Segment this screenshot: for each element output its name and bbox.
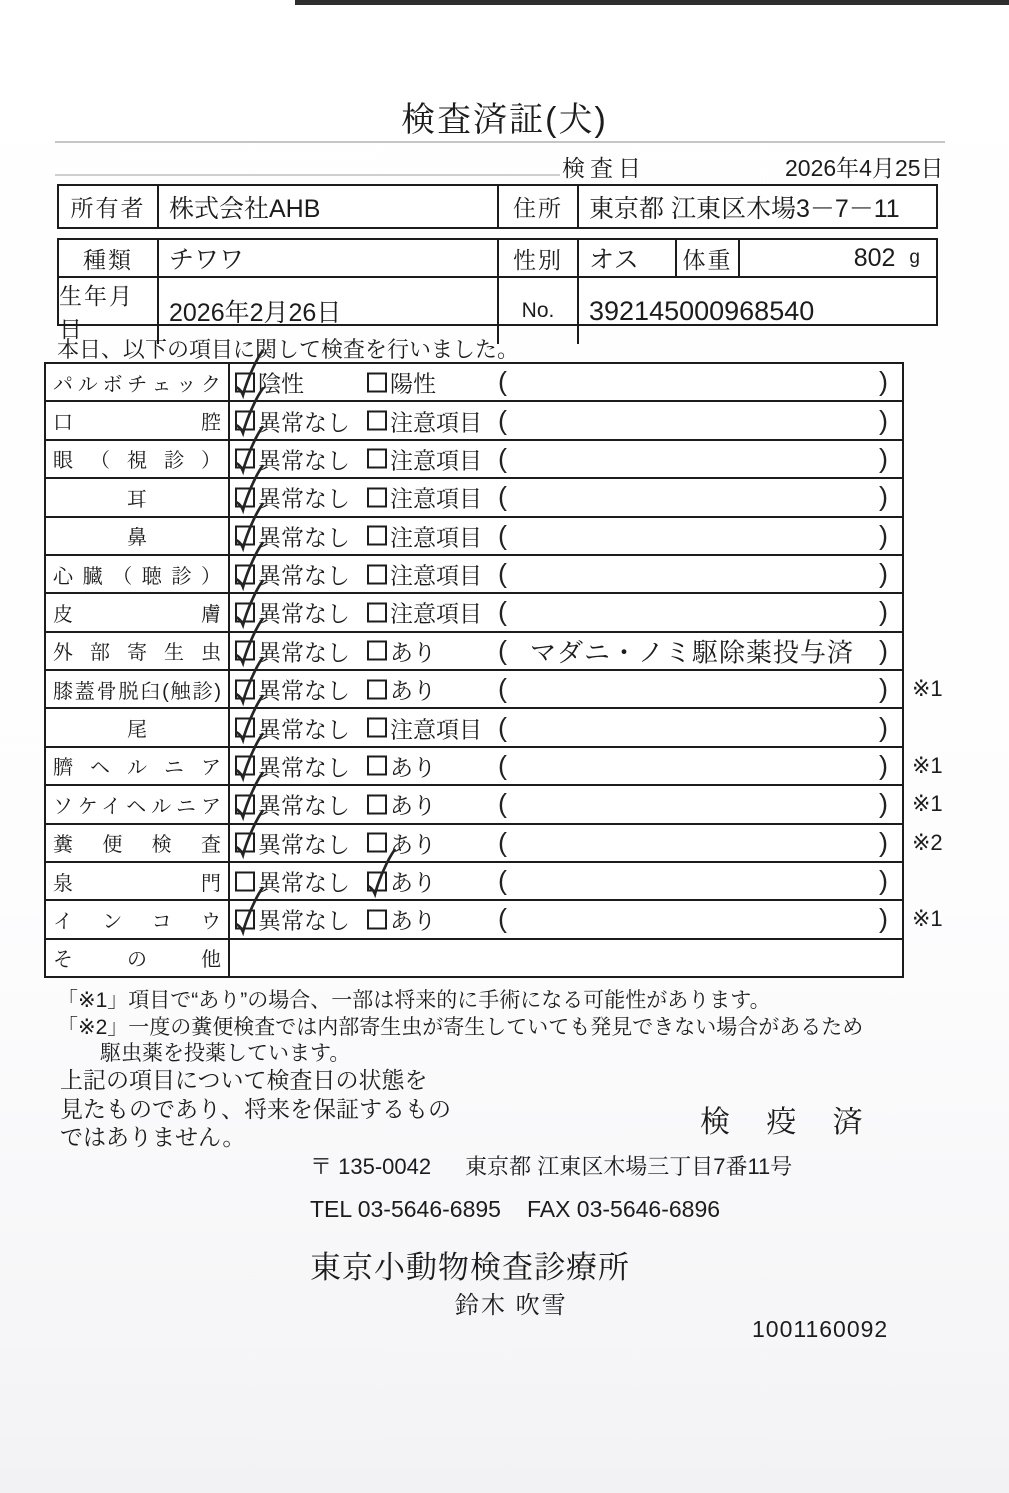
check-table-row <box>46 441 902 479</box>
footnote-2-cont: 駆虫薬を投薬しています。 <box>100 1042 351 1065</box>
check-row-body <box>230 709 902 745</box>
check-mark-icon <box>361 847 399 897</box>
footnote-2: 「※2」一度の糞便検査では内部寄生虫が寄生していても発見できない場合があるため <box>57 1016 864 1039</box>
check-item-name <box>46 441 230 477</box>
row-mark: ※1 <box>912 752 943 778</box>
check-table-row <box>46 748 943 786</box>
paren-close: ) <box>879 366 888 397</box>
breed-label: 種類 <box>59 240 159 276</box>
checkbox1 <box>235 833 255 853</box>
option1-label: 異常なし <box>258 409 350 436</box>
paren-content: マダニ・ノミ駆除薬投与済 <box>529 637 854 668</box>
row-mark: ※1 <box>912 906 943 932</box>
check-item-name <box>46 518 230 554</box>
clinic-address: 東京都 江東区木場三丁目7番11号 <box>465 1154 793 1179</box>
page-title: 検査済証(犬) <box>401 101 608 139</box>
paren-close: ) <box>879 712 888 743</box>
check-item-name <box>46 556 230 592</box>
option1-label: 異常なし <box>258 562 350 589</box>
check-row-body <box>230 863 902 899</box>
birthdate-label: 生年月日 <box>59 278 159 344</box>
paren-close: ) <box>879 443 888 474</box>
option2-label: 注意項目 <box>390 485 482 512</box>
disclaimer-line-3: ではありません。 <box>60 1124 246 1150</box>
option2-label: 陽性 <box>390 370 436 397</box>
option2-label: あり <box>390 831 436 858</box>
option1-label: 異常なし <box>258 869 350 896</box>
option2-label: あり <box>390 869 436 896</box>
check-item-name <box>46 479 230 515</box>
check-item-name <box>46 786 230 822</box>
check-row-body <box>230 786 943 822</box>
paren-open: ( <box>498 673 507 704</box>
check-table-row <box>46 364 902 402</box>
check-item-name-text: 糞便検査 <box>53 834 221 857</box>
check-table-row <box>46 479 902 517</box>
address-label: 住所 <box>499 186 579 227</box>
paren-open: ( <box>498 827 507 858</box>
option1-label: 異常なし <box>258 792 350 819</box>
checkbox2 <box>367 679 387 699</box>
check-table <box>44 362 943 978</box>
check-mark-icon <box>229 809 267 859</box>
checkbox2 <box>367 526 387 546</box>
paren-open: ( <box>498 366 507 397</box>
check-row-body <box>230 479 902 515</box>
paren-close: ) <box>879 903 888 934</box>
check-row-body <box>230 825 943 861</box>
disclaimer-line-1: 上記の項目について検査日の状態を <box>60 1067 428 1093</box>
paren-open: ( <box>498 596 507 627</box>
examiner-name: 鈴木 吹雪 <box>455 1292 568 1319</box>
check-table-row <box>46 863 902 901</box>
check-row-body <box>230 940 902 976</box>
option-2 <box>367 404 482 437</box>
check-item-name <box>46 594 230 630</box>
paren-close: ) <box>879 596 888 627</box>
option-1 <box>235 826 350 859</box>
check-table-row <box>46 402 902 440</box>
option-2 <box>367 558 482 591</box>
option2-label: 注意項目 <box>390 524 482 551</box>
check-item-name-text: 耳 <box>127 488 147 511</box>
option-2 <box>367 788 436 821</box>
sex-value: オス <box>579 240 677 276</box>
paren-open: ( <box>498 712 507 743</box>
option-2 <box>367 903 436 936</box>
paren-close: ) <box>879 405 888 436</box>
check-item-name <box>46 364 230 400</box>
check-item-name-text: 鼻 <box>127 527 147 550</box>
row-mark: ※1 <box>912 791 943 817</box>
option2-label: あり <box>390 907 436 934</box>
paren-open: ( <box>498 635 507 666</box>
check-item-name-text: その他 <box>53 949 221 972</box>
paren-close: ) <box>879 788 888 819</box>
checkbox2 <box>367 909 387 929</box>
paren-open: ( <box>498 903 507 934</box>
checkbox2 <box>367 449 387 469</box>
check-item-name-text: パルボチェック <box>53 373 221 396</box>
check-row-body <box>230 633 902 669</box>
pet-table <box>57 238 938 342</box>
check-table-row <box>46 633 902 671</box>
check-item-name-text: 心臓（聴診） <box>53 565 221 588</box>
clinic-fax: FAX 03-5646-6896 <box>526 1196 721 1222</box>
option2-label: 注意項目 <box>390 600 482 627</box>
paren-close: ) <box>879 481 888 512</box>
option2-label: 注意項目 <box>390 409 482 436</box>
check-table-row <box>46 556 902 594</box>
check-row-body <box>230 671 943 707</box>
option2-label: あり <box>390 792 436 819</box>
paren-open: ( <box>498 520 507 551</box>
checkbox2 <box>367 641 387 661</box>
checkbox2 <box>367 372 387 392</box>
option-1 <box>235 903 350 936</box>
paren-close: ) <box>879 750 888 781</box>
option2-label: あり <box>390 677 436 704</box>
weight-cell <box>740 240 936 276</box>
checkbox2 <box>367 411 387 431</box>
check-table-row <box>46 518 902 556</box>
footnote-1: 「※1」項目で“あり”の場合、一部は将来的に手術になる可能性があります。 <box>57 989 771 1012</box>
option1-label: 異常なし <box>258 831 350 858</box>
clinic-tel-line <box>310 1196 720 1223</box>
option-2 <box>367 673 436 706</box>
check-item-name-text: 膝蓋骨脱臼(触診) <box>53 680 221 703</box>
option-2 <box>367 481 482 514</box>
disclaimer-line-2: 見たものであり、将来を保証するもの <box>60 1095 451 1122</box>
option-2 <box>367 519 482 552</box>
number-value: 392145000968540 <box>589 295 815 326</box>
clinic-name: 東京小動物検査診療所 <box>310 1250 630 1285</box>
check-item-name-text: 外部寄生虫 <box>53 642 221 665</box>
check-item-name-text: 尾 <box>127 719 147 742</box>
address-value: 東京都 江東区木場3－7－11 <box>589 194 900 223</box>
paren-open: ( <box>498 558 507 589</box>
check-row-body <box>230 594 902 630</box>
checkbox2 <box>367 564 387 584</box>
scan-artifact-top-bar <box>295 0 1009 5</box>
owner-label: 所有者 <box>59 186 159 227</box>
paren-close: ) <box>879 520 888 551</box>
pet-table-row-1 <box>59 240 936 278</box>
clinic-postal-code: 〒 135-0042 <box>310 1154 432 1179</box>
check-item-name <box>46 901 230 937</box>
check-item-name <box>46 633 230 669</box>
check-item-name <box>46 402 230 438</box>
option-2 <box>367 749 436 782</box>
check-row-body <box>230 364 902 400</box>
check-item-name-text: 皮膚 <box>53 603 221 626</box>
clinic-tel: TEL 03-5646-6895 <box>310 1196 501 1222</box>
option-2 <box>367 634 436 667</box>
check-row-body <box>230 518 902 554</box>
paren-close: ) <box>879 827 888 858</box>
check-row-body <box>230 402 902 438</box>
option-2 <box>367 442 482 475</box>
check-row-body <box>230 441 902 477</box>
option-2 <box>367 596 482 629</box>
scan-artifact-line <box>55 174 560 176</box>
paren-close: ) <box>879 558 888 589</box>
option1-label: 異常なし <box>258 639 350 666</box>
check-table-row <box>46 825 943 863</box>
check-item-name-text: ソケイヘルニア <box>53 795 221 818</box>
check-item-name-text: 眼（視診） <box>53 450 221 473</box>
sex-label: 性別 <box>499 240 579 276</box>
paren-close: ) <box>879 865 888 896</box>
option1-label: 異常なし <box>258 754 350 781</box>
checkbox1 <box>235 909 255 929</box>
disclaimer <box>60 1066 451 1152</box>
paren-close: ) <box>879 673 888 704</box>
clinic-postal-line <box>310 1150 792 1181</box>
owner-value: 株式会社AHB <box>159 186 499 227</box>
option1-label: 陰性 <box>258 370 304 397</box>
row-mark: ※2 <box>912 829 943 855</box>
option1-label: 異常なし <box>258 485 350 512</box>
option1-label: 異常なし <box>258 716 350 743</box>
check-item-name-text: 臍ヘルニア <box>53 757 221 780</box>
paren-open: ( <box>498 750 507 781</box>
option1-label: 異常なし <box>258 600 350 627</box>
quarantine-passed-stamp: 検 疫 済 <box>700 1106 877 1139</box>
scan-artifact-line <box>55 141 945 143</box>
option2-label: あり <box>390 754 436 781</box>
option2-label: 注意項目 <box>390 447 482 474</box>
check-item-name-text: インコウ <box>53 910 221 933</box>
option-2 <box>367 711 482 744</box>
option1-label: 異常なし <box>258 907 350 934</box>
check-item-name <box>46 748 230 784</box>
option-2 <box>367 366 436 399</box>
check-item-name <box>46 825 230 861</box>
check-row-body <box>230 556 902 592</box>
option1-label: 異常なし <box>258 524 350 551</box>
check-row-body <box>230 748 943 784</box>
option2-label: 注意項目 <box>390 716 482 743</box>
paren-open: ( <box>498 443 507 474</box>
checkbox2 <box>367 871 387 891</box>
check-table-row <box>46 671 943 709</box>
check-item-name <box>46 671 230 707</box>
weight-label: 体重 <box>677 240 740 276</box>
paren-open: ( <box>498 405 507 436</box>
weight-unit: g <box>909 247 920 268</box>
breed-value: チワワ <box>159 240 499 276</box>
option1-label: 異常なし <box>258 677 350 704</box>
inspection-date-label: 検査日 <box>562 155 646 181</box>
birthdate-value: 2026年2月26日 <box>159 278 499 344</box>
checkbox2 <box>367 794 387 814</box>
option1-label: 異常なし <box>258 447 350 474</box>
check-item-name <box>46 940 230 976</box>
paren-open: ( <box>498 865 507 896</box>
check-table-row <box>46 709 902 747</box>
paren-open: ( <box>498 481 507 512</box>
option2-label: 注意項目 <box>390 562 482 589</box>
checkbox2 <box>367 602 387 622</box>
check-mark-icon <box>229 885 267 935</box>
checkbox2 <box>367 718 387 738</box>
paren-close: ) <box>879 635 888 666</box>
check-item-name <box>46 709 230 745</box>
paren-open: ( <box>498 788 507 819</box>
check-table-row <box>46 786 943 824</box>
weight-value: 802 <box>853 243 896 272</box>
intro-sentence: 本日、以下の項目に関して検査を行いました。 <box>57 337 520 362</box>
check-table-row <box>46 901 943 939</box>
checkbox2 <box>367 756 387 776</box>
check-item-name <box>46 863 230 899</box>
checkbox2 <box>367 487 387 507</box>
check-item-name-text: 泉門 <box>53 872 221 895</box>
row-mark: ※1 <box>912 676 943 702</box>
option2-label: あり <box>390 639 436 666</box>
check-row-body <box>230 901 943 937</box>
serial-number: 1001160092 <box>752 1316 889 1342</box>
check-table-row <box>46 940 902 976</box>
number-label: No. <box>499 278 579 344</box>
owner-table <box>57 184 938 229</box>
check-table-row <box>46 594 902 632</box>
check-item-name-text: 口腔 <box>53 412 221 435</box>
inspection-date-value: 2026年4月25日 <box>785 155 944 181</box>
option-2 <box>367 865 436 898</box>
